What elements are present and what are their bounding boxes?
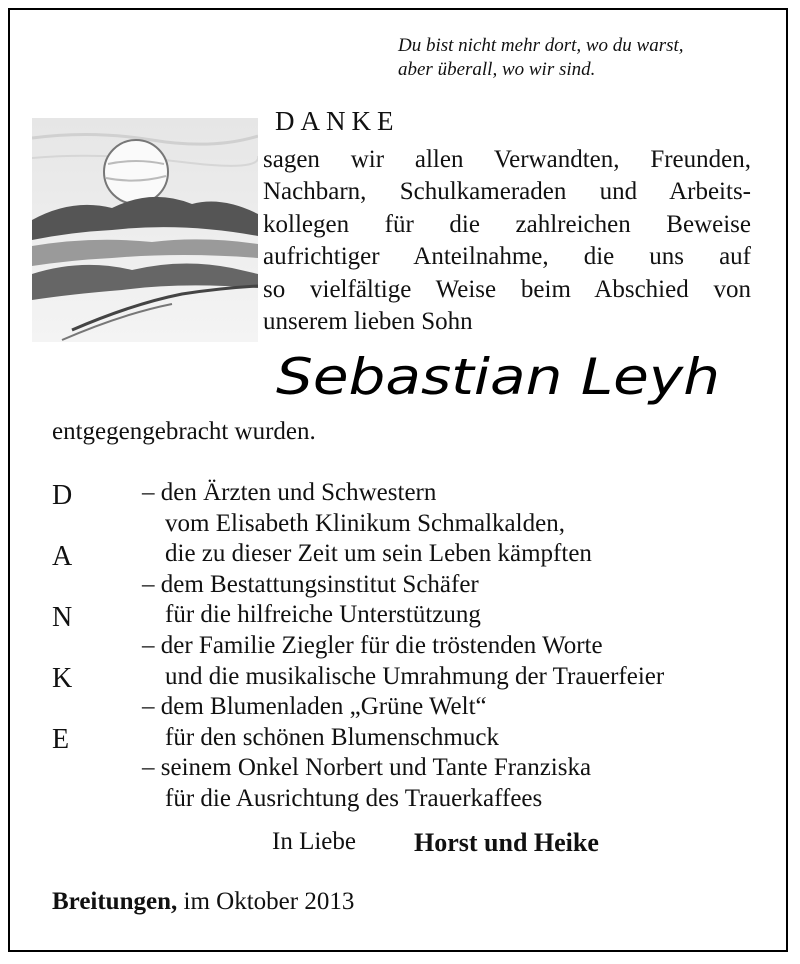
thanks-line: – seinem Onkel Norbert und Tante Franziska: [142, 754, 592, 782]
thanks-line: – dem Blumenladen „Grüne Welt“: [142, 693, 487, 721]
motto-line-2: aber überall, wo wir sind.: [398, 59, 596, 80]
sunset-landscape-icon: [32, 118, 258, 342]
deceased-name: [268, 344, 728, 414]
intro-line: kollegen für die zahlreichen Beweise: [263, 210, 751, 238]
thanks-line: – der Familie Ziegler für die tröstenden Worte: [142, 631, 603, 659]
intro-text: [263, 144, 751, 338]
thanks-line: – dem Bestattungsinstitut Schäfer: [142, 570, 479, 598]
place-date: [52, 888, 354, 916]
signature-prefix: In Liebe: [272, 828, 356, 855]
intro-line: so vielfältige Weise beim Abschied von: [263, 275, 751, 303]
motto-line-1: Du bist nicht mehr dort, wo du warst,: [398, 35, 684, 56]
thanks-line: für die Ausrichtung des Trauerkaffees: [165, 784, 543, 812]
date: im Oktober 2013: [183, 888, 355, 915]
thanks-line: die zu dieser Zeit um sein Leben kämpften: [165, 540, 592, 568]
deceased-name-text: Sebastian Leyh: [276, 348, 720, 406]
closing-clause: entgegengebracht wurden.: [52, 418, 316, 445]
thanks-line: für den schönen Blumenschmuck: [165, 723, 499, 751]
side-letter: D: [52, 480, 73, 511]
town: Breitungen,: [52, 888, 178, 915]
thanks-line: vom Elisabeth Klinikum Schmalkalden,: [165, 509, 565, 537]
intro-line: Nachbarn, Schulkameraden und Arbeits-: [263, 178, 751, 206]
motto: [398, 34, 684, 82]
thanks-line: – den Ärzten und Schwestern: [142, 479, 437, 506]
thanks-list: [142, 478, 664, 815]
side-letter: E: [52, 724, 70, 755]
intro-line: unserem lieben Sohn: [263, 308, 473, 336]
heading: DANKE: [275, 106, 400, 136]
side-letter: K: [52, 663, 73, 694]
thanks-line: und die musikalische Umrahmung der Trauerfeier: [165, 662, 665, 690]
side-letter: N: [52, 602, 73, 633]
thanks-line: für die hilfreiche Unterstützung: [165, 601, 481, 629]
signature-names: Horst und Heike: [414, 828, 599, 857]
intro-line: aufrichtiger Anteilnahme, die uns auf: [263, 243, 751, 271]
intro-line: sagen wir allen Verwandten, Freunden,: [263, 146, 751, 173]
side-letter: A: [52, 541, 73, 572]
